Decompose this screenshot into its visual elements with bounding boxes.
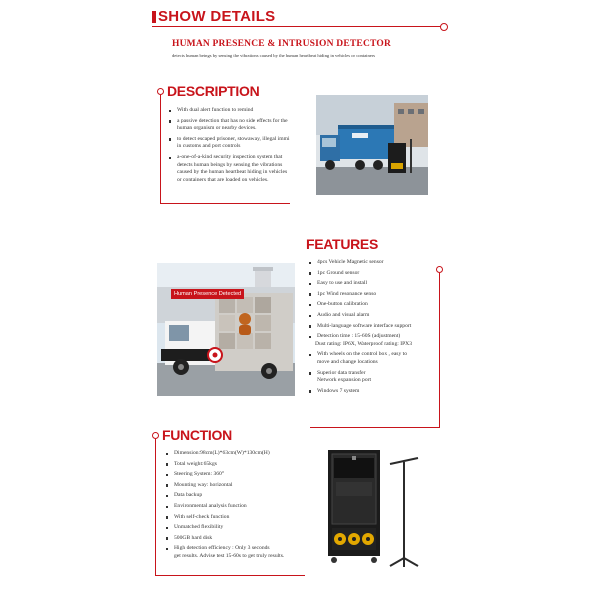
list-item: With dual alert function to remind	[167, 107, 317, 115]
function-ring-dot	[152, 432, 159, 439]
features-list	[307, 259, 442, 395]
list-item: High detection efficiency : Only 3 seconds	[164, 545, 314, 553]
list-item: Total weight:65kgs	[164, 461, 314, 469]
list-item: detects human beings by sensing the vibrations	[177, 161, 283, 168]
description-heading: DESCRIPTION	[167, 83, 260, 99]
features-heading: FEATURES	[306, 236, 379, 252]
control-cabinet-photo	[318, 440, 426, 570]
list-item: Environmental analysis function	[164, 503, 314, 511]
truck-scanner-photo	[316, 95, 428, 195]
list-item: Unmatched flexibility	[164, 524, 314, 532]
list-item: With self-check function	[164, 514, 314, 522]
list-item: move and change locations	[317, 358, 378, 365]
list-item: human organism or nearby devices.	[177, 125, 257, 132]
list-item: caused by the human heartbeat hiding in vehicles	[177, 169, 288, 176]
list-item: 500GB hard disk	[164, 535, 314, 543]
list-item: Easy to use and install	[307, 280, 442, 288]
header-ring-dot	[440, 23, 448, 31]
list-item: Detection time : 15-60S (adjustment)	[307, 333, 442, 341]
list-item: Audio and visual alarm	[307, 312, 442, 320]
list-item: Windows 7 system	[307, 388, 442, 396]
list-item: a passive detection that has no side effects for the	[167, 118, 317, 126]
function-list	[164, 450, 314, 561]
truck-detection-photo	[157, 263, 295, 396]
list-item: Superior data transfer	[307, 370, 442, 378]
list-item: 1pc Wind resonance senso	[307, 291, 442, 299]
list-item: get results. Advise test 15-60s to get truly results.	[174, 552, 285, 559]
list-item: Dimension:98cm(L)*63cm(W)*130cm(H)	[164, 450, 314, 458]
function-heading: FUNCTION	[162, 427, 232, 443]
list-item: Network expansion port	[317, 377, 372, 384]
list-item: Data backup	[164, 492, 314, 500]
list-item: Mounting way: horizontal	[164, 482, 314, 490]
list-item: Multi-language software interface support	[307, 323, 442, 331]
page-title: SHOW DETAILS	[158, 8, 276, 25]
list-item: 4pcs Vehicle Magnetic sensor	[307, 259, 442, 267]
description-vline	[160, 95, 161, 203]
features-hline	[310, 427, 440, 428]
list-item: One-button calibration	[307, 301, 442, 309]
list-item: Steering System: 360°	[164, 471, 314, 479]
list-item: 1pc Ground sensor	[307, 270, 442, 278]
description-hline	[160, 203, 290, 204]
list-item: With wheels on the control box , easy to	[307, 351, 442, 359]
list-item: to detect escaped prisoner, stowaway, illegal immi	[167, 136, 317, 144]
function-hline	[155, 575, 305, 576]
list-item: a-one-of-a-kind security inspection system that	[167, 154, 317, 162]
list-item: in customs and port controls	[177, 143, 241, 150]
function-vline	[155, 439, 156, 575]
list-item: or containers that are loaded on vehicles.	[177, 176, 269, 183]
description-list	[167, 107, 317, 184]
header-underline	[152, 26, 442, 27]
list-item: Dust rating: IP6X, Waterproof rating: IPX3	[315, 340, 413, 347]
product-title: HUMAN PRESENCE & INTRUSION DETECTOR	[172, 39, 392, 49]
product-tagline: detects human beings by sensing the vibrations caused by the human heartbeat hiding in vehicles or containers	[172, 53, 376, 58]
human-presence-detected-label: Human Presence Detected	[171, 289, 244, 299]
description-ring-dot	[157, 88, 164, 95]
